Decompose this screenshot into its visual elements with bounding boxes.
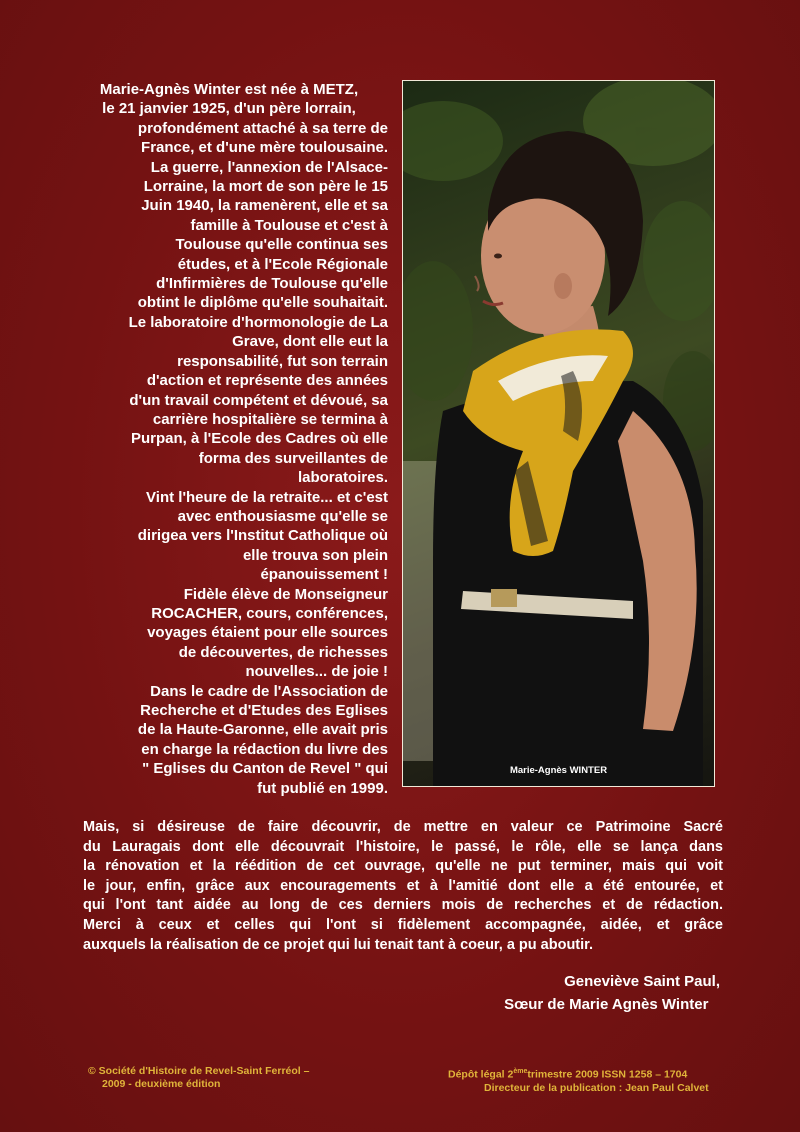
photo-caption: Marie-Agnès WINTER <box>509 765 608 776</box>
bio-line: Marie-Agnès Winter est née à METZ, <box>99 81 359 98</box>
bio-line: le 21 janvier 1925, d'un père lorrain, <box>102 100 356 118</box>
legal-sup: ème <box>513 1068 528 1075</box>
signature-block <box>504 970 720 1016</box>
closing-line: Mais, si désireuse de faire découvrir, de mettre en valeur ce Patrimoine Sacré <box>83 819 723 835</box>
bio-line: responsabilité, fut son terrain <box>177 352 388 370</box>
bio-line: Lorraine, la mort de son père le 15 <box>143 178 388 196</box>
bio-line: La guerre, l'annexion de l'Alsace- <box>150 158 388 176</box>
bio-line: laboratoires. <box>297 469 388 487</box>
signature-role: Sœur de Marie Agnès Winter <box>504 996 709 1013</box>
bio-line: " Eglises du Canton de Revel " qui <box>142 760 388 778</box>
biography-text <box>70 80 388 798</box>
bio-line: études, et à l'Ecole Régionale <box>177 255 388 273</box>
bio-line: de découvertes, de richesses <box>178 643 388 661</box>
bio-line: Dans le cadre de l'Association de <box>150 682 388 700</box>
bio-line: carrière hospitalière se termina à <box>152 410 388 428</box>
bio-line: obtint le diplôme qu'elle souhaitait. <box>137 294 388 312</box>
closing-line: qui l'ont tant aidée au long de ces derniers mois de recherches et de rédaction. <box>83 897 723 914</box>
closing-line: la rénovation et la réédition de cet ouvrage, qu'elle ne put terminer, mais qui voit <box>83 858 723 875</box>
bio-line: Fidèle élève de Monseigneur <box>183 585 388 603</box>
bio-line: d'Infirmières de Toulouse qu'elle <box>156 275 388 293</box>
bio-line: voyages étaient pour elle sources <box>147 624 388 642</box>
legal-footer <box>448 1065 738 1095</box>
bio-line: nouvelles... de joie ! <box>245 663 388 681</box>
legal-suffix: trimestre 2009 ISSN 1258 – 1704 <box>527 1068 688 1081</box>
director-line: Directeur de la publication : Jean Paul Calvet <box>484 1081 709 1094</box>
bio-line: Juin 1940, la ramenèrent, elle et sa <box>141 197 388 215</box>
bio-line: forma des surveillantes de <box>198 449 388 467</box>
bio-line: Grave, dont elle eut la <box>232 333 388 351</box>
bio-line: dirigea vers l'Institut Catholique où <box>137 527 388 545</box>
bio-line: Recherche et d'Etudes des Eglises <box>140 702 388 719</box>
bio-line: elle trouva son plein <box>242 546 388 564</box>
bio-line: de la Haute-Garonne, elle avait pris <box>137 721 388 739</box>
bio-line: avec enthousiasme qu'elle se <box>177 507 388 525</box>
closing-line: le jour, enfin, grâce aux encouragements et à l'amitié dont elle a été entourée, et <box>83 877 723 894</box>
bio-line: d'action et représente des années <box>146 372 388 390</box>
bio-line: Toulouse qu'elle continua ses <box>175 236 388 254</box>
closing-line: du Lauragais dont elle découvrait l'histoire, le passé, le rôle, elle se lança dans <box>83 838 723 855</box>
bio-line: profondément attaché à sa terre de <box>137 119 388 137</box>
closing-line: auxquels la réalisation de ce projet qui lui tenait tant à coeur, a pu aboutir. <box>83 936 594 953</box>
edition-line: 2009 - deuxième édition <box>102 1078 221 1090</box>
copyright-line: © Société d'Histoire de Revel-Saint Ferréol – <box>88 1065 310 1077</box>
portrait-photo <box>402 80 715 787</box>
bio-line: en charge la rédaction du livre des <box>141 740 388 758</box>
closing-line: Merci à ceux et celles qui l'ont si fidèlement accompagnée, aidée, et grâce <box>83 916 723 933</box>
copyright-footer <box>88 1065 378 1091</box>
signature-name: Geneviève Saint Paul, <box>564 973 720 990</box>
legal-prefix: Dépôt légal 2 <box>448 1068 514 1081</box>
closing-paragraph <box>83 818 723 955</box>
bio-line: famille à Toulouse et c'est à <box>190 216 388 234</box>
portrait-illustration <box>403 81 715 787</box>
bio-line: France, et d'une mère toulousaine. <box>141 139 388 157</box>
bio-line: Vint l'heure de la retraite... et c'est <box>146 488 388 506</box>
bio-line: épanouissement ! <box>260 566 388 584</box>
bio-line: Le laboratoire d'hormonologie de La <box>128 313 388 331</box>
bio-line: Purpan, à l'Ecole des Cadres où elle <box>131 430 388 448</box>
bio-line: ROCACHER, cours, conférences, <box>151 604 388 622</box>
bio-line: fut publié en 1999. <box>257 779 388 797</box>
legal-deposit-line <box>448 1065 738 1082</box>
bio-line: d'un travail compétent et dévoué, sa <box>129 391 388 409</box>
